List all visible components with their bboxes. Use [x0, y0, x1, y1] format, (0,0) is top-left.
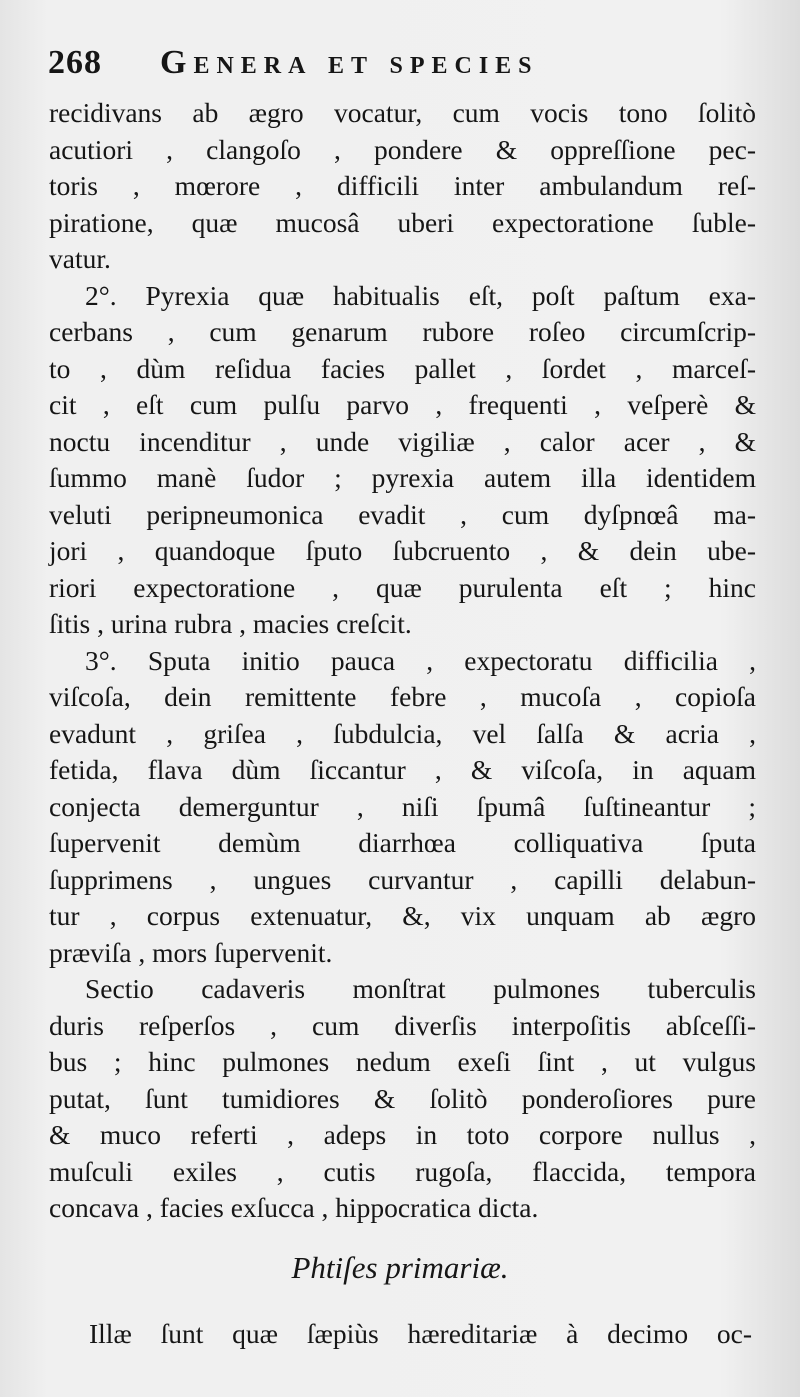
final-line: Illæ ſunt quæ ſæpiùs hæreditariæ à decimo oc-: [89, 1318, 752, 1349]
paragraph: [49, 95, 756, 278]
text-line: vatur.: [49, 243, 111, 274]
text-line: acutiori , clangoſo , pondere & oppreſſione pec-: [49, 133, 756, 165]
text-line: jori , quandoque ſputo ſubcruento , & dein ube-: [49, 535, 756, 566]
running-head: Genera et species: [160, 44, 539, 81]
text-line: ſummo manè ſudor ; pyrexia autem illa identidem: [49, 462, 756, 493]
text-line: & muco referti , adeps in toto corpore nullus ,: [49, 1119, 756, 1150]
paragraph: [49, 643, 756, 972]
text-line: toris , mœrore , difficili inter ambulandum reſ-: [49, 170, 756, 201]
paragraph: [49, 971, 756, 1227]
text-line: Sectio cadaveris monſtrat pulmones tuberculis: [85, 973, 756, 1004]
text-line: bus ; hinc pulmones nedum exeſi ſint , ut vulgus: [49, 1046, 756, 1077]
text-line: duris reſperſos , cum diverſis interpoſitis abſceſſi-: [49, 1009, 756, 1041]
text-line: evadunt , griſea , ſubdulcia, vel ſalſa & acria ,: [49, 717, 756, 749]
text-line: riori expectoratione , quæ purulenta eſt ; hinc: [49, 571, 756, 603]
page-header: [48, 44, 748, 94]
text-line: cit , eſt cum pulſu parvo , frequenti , veſperè &: [49, 389, 756, 420]
paragraph: [49, 278, 756, 643]
page-number: 268: [48, 44, 102, 81]
body-text: [49, 95, 756, 1227]
text-line: piratione, quæ mucosâ uberi expectoratione ſuble-: [49, 206, 756, 238]
text-line: to , dùm reſidua facies pallet , ſordet , marceſ-: [49, 352, 756, 384]
text-line: cerbans , cum genarum rubore roſeo circumſcrip-: [49, 316, 756, 347]
text-line: tur , corpus extenuatur, &, vix unquam ab ægro: [49, 900, 756, 931]
text-line: præviſa , mors ſupervenit.: [49, 936, 333, 968]
text-line: noctu incenditur , unde vigiliæ , calor acer , &: [49, 425, 756, 457]
text-line: recidivans ab ægro vocatur, cum vocis tono ſolitò: [49, 97, 756, 128]
text-line: ſupprimens , ungues curvantur , capilli delabun-: [49, 863, 756, 895]
text-line: conjecta demerguntur , niſi ſpumâ ſuſtineantur ;: [49, 790, 756, 822]
text-line: 3°. Sputa initio pauca , expectoratu difficilia ,: [85, 644, 756, 676]
text-line: muſculi exiles , cutis rugoſa, flaccida, tempora: [49, 1155, 756, 1187]
text-line: veluti peripneumonica evadit , cum dyſpnœâ ma-: [49, 498, 756, 530]
section-title: Phtiſes primariæ.: [291, 1250, 509, 1285]
text-line: putat, ſunt tumidiores & ſolitò ponderoſiores pure: [49, 1082, 756, 1114]
text-line: fetida, flava dùm ſiccantur , & viſcoſa, in aquam: [49, 754, 756, 785]
text-line: 2°. Pyrexia quæ habitualis eſt, poſt paſtum exa-: [85, 279, 756, 311]
text-line: ſupervenit demùm diarrhœa colliquativa ſputa: [49, 827, 756, 858]
text-line: concava , facies exſucca , hippocratica dicta.: [49, 1192, 539, 1223]
text-line: viſcoſa, dein remittente febre , mucoſa , copioſa: [49, 681, 756, 712]
text-line: ſitis , urina rubra , macies creſcit.: [49, 608, 412, 639]
